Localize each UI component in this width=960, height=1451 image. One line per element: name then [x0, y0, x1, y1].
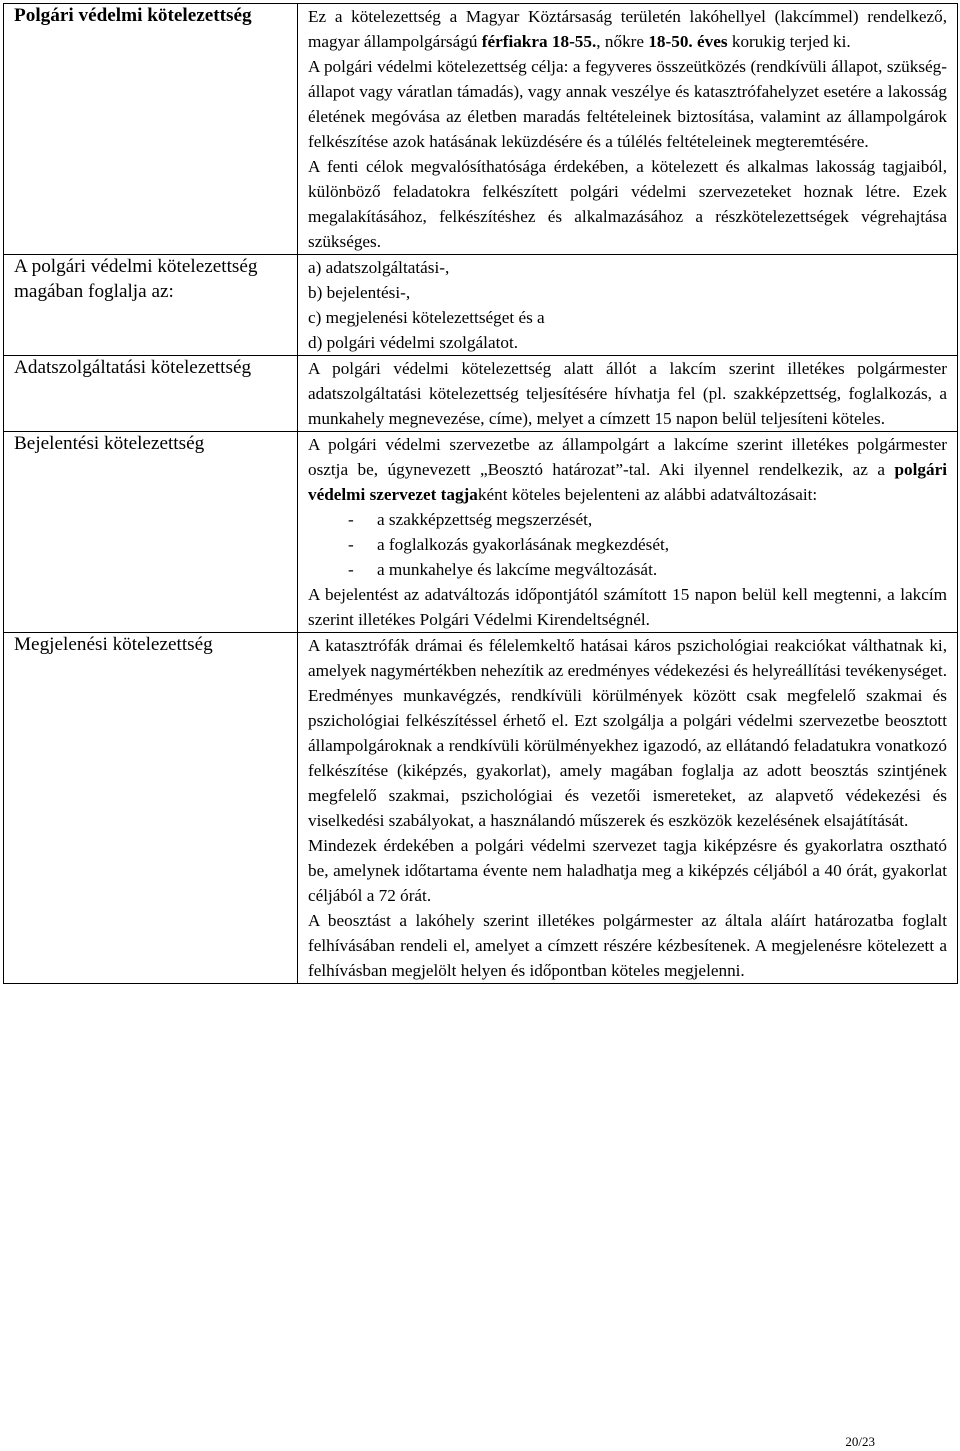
row-content	[298, 356, 958, 432]
row-content	[298, 633, 958, 984]
bold-text: 18-50. éves	[648, 32, 728, 51]
paragraph: A fenti célok megvalósíthatósága érdekében, a kötelezett és alkalmas lakosság tagjaiból, különböző feladatokra felkészített polgári védelmi szervezeteket hoznak létre. Ezek megalakításához, felkészítéshez és alkalmazásához a részkötelezettségek végrehajtása szükséges.	[308, 157, 947, 251]
table-row	[4, 432, 958, 633]
list-item-text: a foglalkozás gyakorlásának megkezdését,	[377, 535, 670, 554]
row-label: Polgári védelmi kötelezettség	[4, 4, 298, 255]
row-label: Adatszolgáltatási kötelezettség	[4, 356, 298, 432]
bold-text: polgári védelmi szervezet tagja	[308, 460, 947, 504]
text-run: ként köteles bejelenteni az alábbi adatváltozásait:	[477, 485, 818, 504]
table-row	[4, 255, 958, 356]
list-item	[348, 532, 947, 557]
paragraph: A polgári védelmi kötelezettség alatt állót a lakcím szerint illetékes polgármester adatszolgáltatási kötelezettség teljesítésére hívhatja fel (pl. szakképzettség, foglalkozás, a munkahely megnevezése, címe), melyet a címzett 15 napon belül teljesíteni köteles.	[308, 359, 947, 428]
table-row	[4, 633, 958, 984]
row-label: Megjelenési kötelezettség	[4, 633, 298, 984]
list-item-text: a szakképzettség megszerzését,	[377, 510, 593, 529]
list-item	[348, 557, 947, 582]
list-item: d) polgári védelmi szolgálatot.	[308, 333, 519, 352]
table-row	[4, 356, 958, 432]
bold-text: férfiakra 18-55.	[481, 32, 597, 51]
dash-bullet: -	[348, 560, 354, 579]
row-label: Bejelentési kötelezettség	[4, 432, 298, 633]
page-number: 20/23	[845, 1434, 875, 1449]
list-item	[348, 507, 947, 532]
list-item: a) adatszolgáltatási-,	[308, 258, 450, 277]
table-row	[4, 4, 958, 255]
row-content	[298, 4, 958, 255]
document-table	[3, 3, 958, 984]
row-label: A polgári védelmi kötelezettség magában foglalja az:	[4, 255, 298, 356]
text-run: A polgári védelmi szervezetbe az állampolgárt a lakcíme szerint illetékes polgármester osztja be, úgynevezett „Beosztó határozat”-tal. Aki ilyennel rendelkezik, az a	[308, 435, 947, 479]
dash-list	[308, 507, 947, 582]
paragraph: A polgári védelmi kötelezettség célja: a fegyveres összeütközés (rendkívüli állapot, szükség-állapot vagy váratlan támadás), vagy annak veszélye és katasztrófahelyzet esetére a lakosság életének megóvása az életben maradás feltételeinek biztosítása, valamint az állampolgárok felkészítése azok hatásának leküzdésére és a túlélés feltételeinek megteremtésére.	[308, 57, 947, 151]
text-run: , nőkre	[596, 32, 649, 51]
list-item: c) megjelenési kötelezettséget és a	[308, 308, 545, 327]
text-run: Ez a kötelezettség a Magyar Köztársaság területén lakóhellyel (lakcímmel) rendelkező, magyar állampolgárságú	[308, 7, 947, 51]
list-item-text: a munkahelye és lakcíme megváltozását.	[377, 560, 658, 579]
text-run: korukig terjed ki.	[727, 32, 851, 51]
dash-bullet: -	[348, 510, 354, 529]
paragraph: Mindezek érdekében a polgári védelmi szervezet tagja kiképzésre és gyakorlatra osztható be, amelynek időtartama évente nem haladhatja meg a kiképzés céljából a 40 órát, gyakorlat céljából a 72 órát.	[308, 836, 947, 905]
paragraph: A katasztrófák drámai és félelemkeltő hatásai káros pszichológiai reakciókat válthatnak ki, amelyek nagymértékben nehezítik az eredményes védekezési és helyreállítási tevékenységet. Eredményes munkavégzés, rendkívüli körülmények között csak megfelelő szakmai és pszichológiai felkészítéssel érhető el. Ezt szolgálja a polgári védelmi szervezetbe beosztott állampolgároknak a rendkívüli körülményekhez igazodó, az ellátandó feladatukra vonatkozó felkészítése (kiképzés, gyakorlat), amely magában foglalja az adott beosztás szintjének megfelelő szakmai, pszichológiai és vezetői ismereteket, az alapvető védekezési és viselkedési szabályokat, a használandó műszerek és eszközök kezelésének elsajátítását.	[308, 636, 947, 830]
paragraph: A beosztást a lakóhely szerint illetékes polgármester az általa aláírt határozatba foglalt felhívásában rendeli el, amelyet a címzett részére kézbesítenek. A megjelenésre kötelezett a felhívásban megjelölt helyen és időpontban köteles megjelenni.	[308, 911, 947, 980]
row-content	[298, 255, 958, 356]
paragraph	[308, 4, 947, 54]
row-content	[298, 432, 958, 633]
paragraph	[308, 432, 947, 507]
list-item: b) bejelentési-,	[308, 283, 411, 302]
paragraph: A bejelentést az adatváltozás időpontjától számított 15 napon belül kell megtenni, a lakcím szerint illetékes Polgári Védelmi Kirendeltségnél.	[308, 585, 947, 629]
dash-bullet: -	[348, 535, 354, 554]
